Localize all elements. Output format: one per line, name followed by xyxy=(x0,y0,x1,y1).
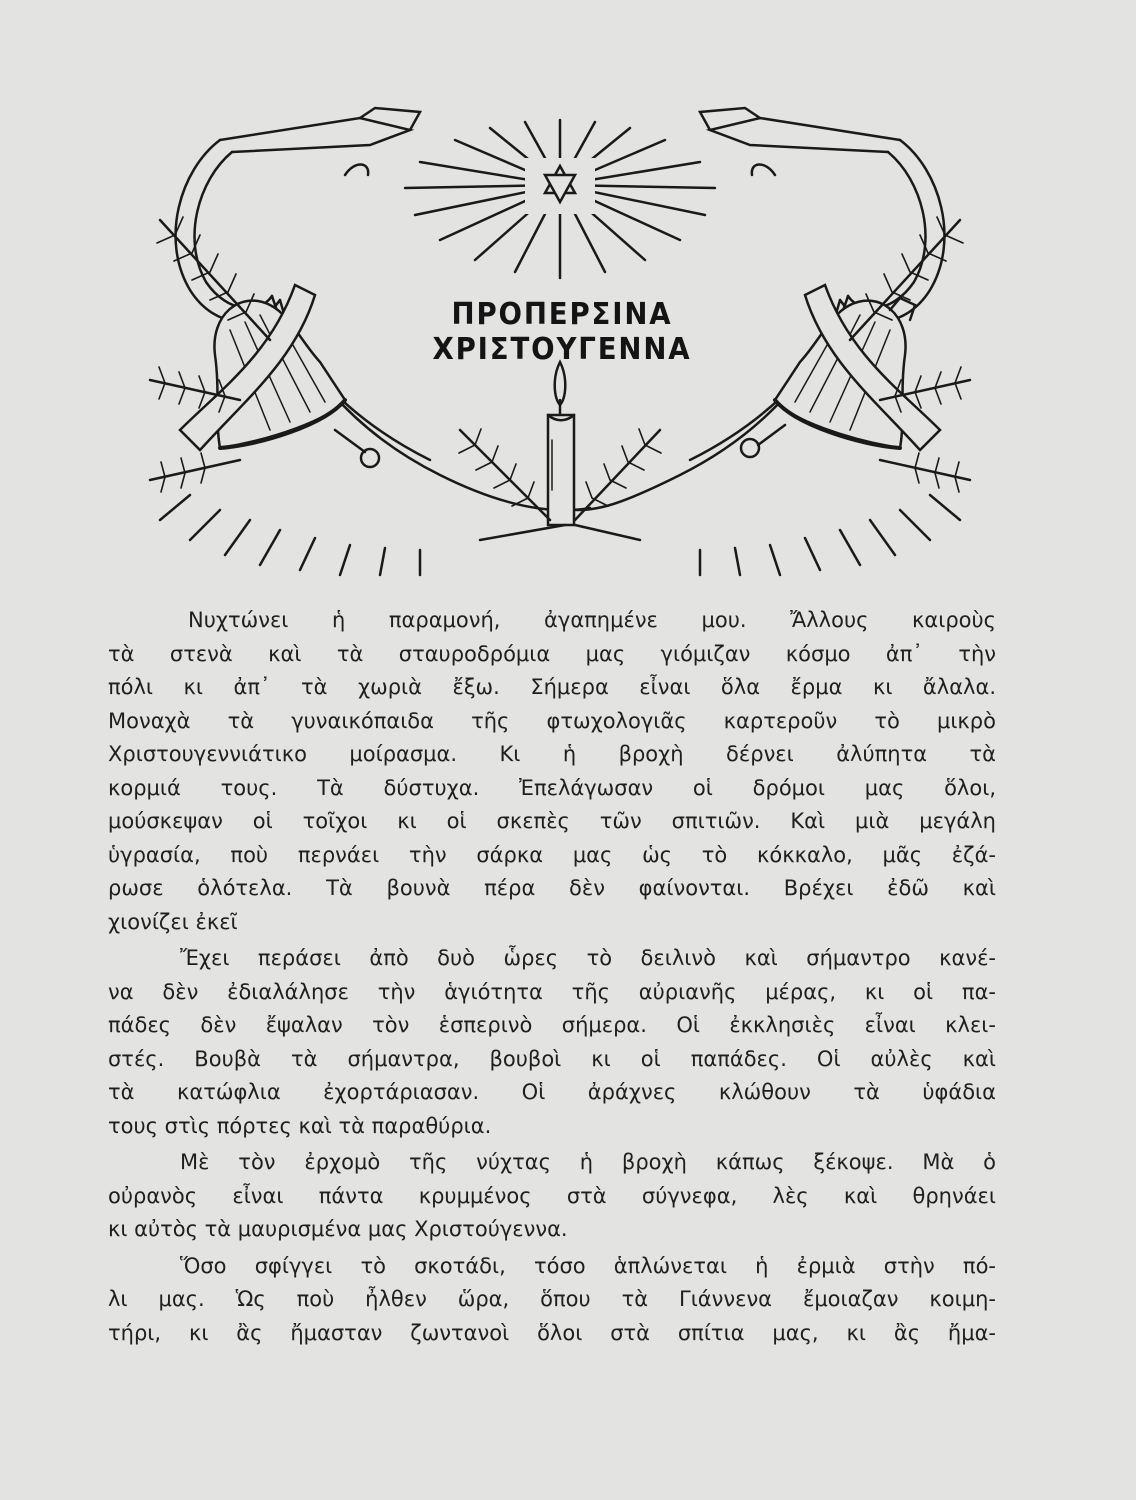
text-line: Ὅσο σφίγγει τὸ σκοτάδι, τόσο ἁπλώνεται ἡ ἐρμιὰ στὴν πό- xyxy=(180,1253,996,1278)
body-text xyxy=(108,604,996,1353)
text-line: κορμιά τους. Τὰ δύστυχα. Ἐπελάγωσαν οἱ δρόμοι μας ὅλοι, xyxy=(108,775,996,800)
text-line: τὰ κατώφλια ἐχορτάριασαν. Οἱ ἀράχνες κλώθουν τὰ ὑφάδια xyxy=(108,1080,996,1104)
text-line: οὐρανὸς εἶναι πάντα κρυμμένος στὰ σύγνεφα, λὲς καὶ θρηνάει xyxy=(108,1183,996,1208)
text-line: πόλι κι ἀπ᾽ τὰ χωριὰ ἔξω. Σήμερα εἶναι ὅλα ἔρμα κι ἄλαλα. xyxy=(108,675,996,699)
text-line: τήρι, κι ἂς ἤμασταν ζωντανοὶ ὅλοι στὰ σπίτια μας, κι ἂς ἤμα- xyxy=(108,1320,996,1345)
text-line: τὰ στενὰ καὶ τὰ σταυροδρόμια μας γιόμιζαν κόσμο ἀπ᾽ τὴν xyxy=(108,641,996,666)
text-line: τους στὶς πόρτες καὶ τὰ παραθύρια. xyxy=(108,1113,492,1138)
text-line: κι αὐτὸς τὰ μαυρισμένα μας Χριστούγεννα. xyxy=(108,1217,568,1241)
paragraph xyxy=(108,1146,996,1247)
paragraph xyxy=(108,1250,996,1351)
text-line: στές. Βουβὰ τὰ σήμαντρα, βουβοὶ κι οἱ παπάδες. Οἱ αὐλὲς καὶ xyxy=(108,1046,996,1071)
text-line: λι μας. Ὡς ποὺ ἦλθεν ὥρα, ὅπου τὰ Γιάννενα ἔμοιαζαν κοιμη- xyxy=(108,1287,996,1311)
paragraph xyxy=(108,604,996,939)
text-line: να δὲν ἐδιαλάλησε τὴν ἁγιότητα τῆς αὐριανῆς μέρας, κι οἱ πα- xyxy=(108,979,996,1004)
text-line: Νυχτώνει ἡ παραμονή, ἀγαπημένε μου. Ἄλλους καιροὺς xyxy=(188,608,996,632)
text-line: ὑγρασία, ποὺ περνάει τὴν σάρκα μας ὡς τὸ κόκκαλο, μᾶς ἐζά- xyxy=(108,842,996,867)
ornament-title: ΠΡΟΠΕΡΣΙΝΑ ΧΡΙΣΤΟΥΓΕΝΝΑ xyxy=(432,297,692,367)
text-line: Μὲ τὸν ἐρχομὸ τῆς νύχτας ἡ βροχὴ κάπως ξέκοψε. Μὰ ὁ xyxy=(180,1150,996,1174)
text-line: πάδες δὲν ἔψαλαν τὸν ἑσπερινὸ σήμερα. Οἱ ἐκκλησιὲς εἶναι κλει- xyxy=(108,1013,996,1037)
candle-icon xyxy=(548,362,574,525)
header-ornament xyxy=(120,100,1000,580)
text-line: Χριστουγεννιάτικο μοίρασμα. Κι ἡ βροχὴ δέρνει ἀλύπητα τὰ xyxy=(108,742,996,766)
paragraph xyxy=(108,942,996,1143)
text-line: Ἔχει περάσει ἀπὸ δυὸ ὧρες τὸ δειλινὸ καὶ σήμαντρο κανέ- xyxy=(180,946,996,970)
text-line: Μοναχὰ τὰ γυναικόπαιδα τῆς φτωχολογιᾶς καρτεροῦν τὸ μικρὸ xyxy=(108,708,996,733)
text-line: ρωσε ὁλότελα. Τὰ βουνὰ πέρα δὲν φαίνονται. Βρέχει ἐδῶ καὶ xyxy=(108,876,996,900)
text-line: μούσκεψαν οἱ τοῖχοι κι οἱ σκεπὲς τῶν σπιτιῶν. Καὶ μιὰ μεγάλη xyxy=(108,809,996,833)
text-line: χιονίζει ἐκεῖ xyxy=(108,909,238,934)
